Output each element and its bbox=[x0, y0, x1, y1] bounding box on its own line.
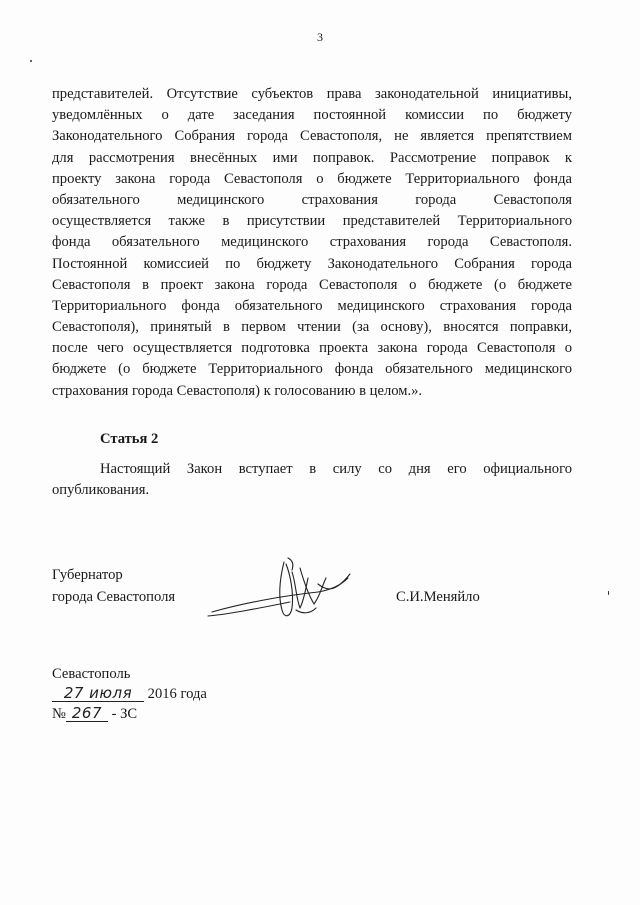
article-2-line: опубликования. bbox=[52, 482, 150, 499]
article-2-text bbox=[52, 459, 572, 501]
footer-date bbox=[52, 684, 207, 704]
handwritten-date: 27 июля bbox=[52, 685, 144, 702]
document-footer bbox=[52, 664, 207, 724]
paragraph-line: Территориального фонда обязательного медицинского страхования города bbox=[52, 297, 572, 314]
paragraph-line: Севастополя), принятый в первом чтении (за основу), вносятся поправки, bbox=[52, 319, 572, 336]
signatory-position-line: Губернатор bbox=[52, 567, 123, 583]
paragraph-line: фонда обязательного медицинского страхования города Севастополя. bbox=[52, 234, 572, 251]
paragraph-line: проекту закона города Севастополя о бюджете Территориального фонда bbox=[52, 170, 572, 187]
signatory-position-line: города Севастополя bbox=[52, 589, 176, 605]
scan-speck bbox=[30, 60, 32, 62]
article-2-heading: Статья 2 bbox=[100, 431, 159, 447]
paragraph-line: осуществляется также в присутствии представителей Территориального bbox=[52, 213, 572, 230]
scan-speck bbox=[608, 591, 609, 595]
handwritten-number: 267 bbox=[66, 705, 108, 722]
signatory-name: С.И.Меняйло bbox=[396, 589, 480, 605]
paragraph-line: после чего осуществляется подготовка проекта закона города Севастополя о bbox=[52, 340, 572, 357]
footer-city: Севастополь bbox=[52, 666, 131, 682]
paragraph-line: Севастополя в проект закона города Севастополя о бюджете (о бюджете bbox=[52, 276, 572, 293]
handwritten-signature bbox=[200, 548, 360, 628]
paragraph-line: Законодательного Собрания города Севастополя, не является препятствием bbox=[52, 128, 572, 145]
page-number: 3 bbox=[317, 30, 323, 44]
footer-date-year: 2016 года bbox=[147, 686, 207, 702]
paragraph-line: уведомлённых о дате заседания постоянной комиссии по бюджету bbox=[52, 107, 572, 124]
paragraph-line: для рассмотрения внесённых ими поправок. Рассмотрение поправок к bbox=[52, 149, 572, 166]
paragraph-line: обязательного медицинского страхования города Севастополя bbox=[52, 191, 572, 208]
signatory-position bbox=[52, 564, 175, 608]
paragraph-line: страхования города Севастополя) к голосованию в целом.». bbox=[52, 382, 423, 399]
article-1-continuation bbox=[52, 84, 572, 402]
law-number-suffix: - ЗС bbox=[111, 706, 138, 722]
paragraph-line: бюджете (о бюджете Территориального фонда обязательного медицинского bbox=[52, 361, 572, 378]
article-2-line: Настоящий Закон вступает в силу со дня его официального bbox=[100, 461, 572, 477]
paragraph-line: Постоянной комиссией по бюджету Законодательного Собрания города bbox=[52, 255, 572, 272]
number-sign: № bbox=[52, 706, 66, 722]
footer-law-number bbox=[52, 704, 207, 724]
paragraph-line: представителей. Отсутствие субъектов права законодательной инициативы, bbox=[52, 86, 572, 102]
